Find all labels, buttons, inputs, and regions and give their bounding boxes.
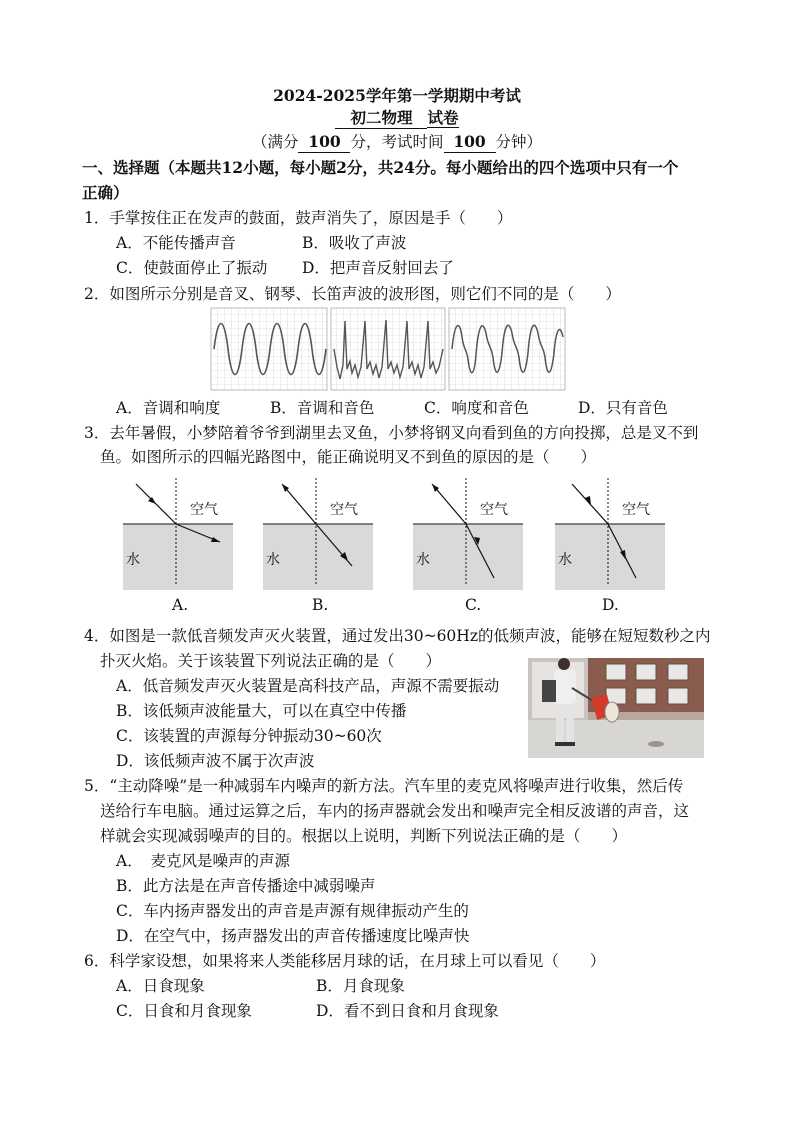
piano-waveform xyxy=(331,308,445,390)
paper-word: 试卷 xyxy=(427,108,459,127)
q6-option-a: A．日食现象 xyxy=(116,977,205,995)
q1-option-d: D．把声音反射回去了 xyxy=(302,259,454,277)
q2-option-d: D．只有音色 xyxy=(578,399,668,417)
q3-stem-line1: 3．去年暑假，小梦陪着爷爷到湖里去叉鱼，小梦将钢叉向看到鱼的方向投掷，总是叉不到 xyxy=(84,424,699,442)
q3-b-water-label: 水 xyxy=(266,552,280,568)
info-mid: 分，考试时间 xyxy=(350,133,444,151)
q3-b-air-label: 空气 xyxy=(330,502,358,518)
q5-option-b: B．此方法是在声音传播途中减弱噪声 xyxy=(116,877,376,895)
q3-label-d: D. xyxy=(602,596,619,614)
q6-option-b: B．月食现象 xyxy=(316,977,405,995)
q5-stem-line3: 样就会实现减弱噪声的目的。根据以上说明，判断下列说法正确的是（ ） xyxy=(100,827,628,845)
info-close: 分钟） xyxy=(495,133,543,151)
section-heading-line2: 正确） xyxy=(82,183,129,202)
q4-option-c: C．该装置的声源每分钟振动30~60次 xyxy=(116,727,382,745)
q3-diagram-d xyxy=(550,478,668,592)
info-open: （满分 xyxy=(251,133,299,151)
q3-label-b: B. xyxy=(312,596,329,614)
q3-label-a: A. xyxy=(172,596,189,614)
flute-waveform xyxy=(449,308,565,390)
q1-stem: 1．手掌按住正在发声的鼓面，鼓声消失了，原因是手（ ） xyxy=(84,209,513,227)
q5-option-d: D．在空气中，扬声器发出的声音传播速度比噪声快 xyxy=(116,927,470,945)
subject-name: 初二物理 xyxy=(335,108,427,129)
sonic-extinguisher-photo xyxy=(528,658,704,758)
q3-diagram-c xyxy=(408,478,526,592)
q1-option-c: C．使鼓面停止了振动 xyxy=(116,259,268,277)
q4-option-d: D．该低频声波不属于次声波 xyxy=(116,752,315,770)
q2-option-c: C．响度和音色 xyxy=(424,399,529,417)
q3-c-water-label: 水 xyxy=(416,552,430,568)
q3-stem-line2: 鱼。如图所示的四幅光路图中，能正确说明叉不到鱼的原因的是（ ） xyxy=(100,448,597,466)
q2-option-b: B．音调和音色 xyxy=(270,399,375,417)
exam-time: 100 xyxy=(444,132,496,153)
q6-stem: 6．科学家设想，如果将来人类能移居月球的话，在月球上可以看见（ ） xyxy=(84,952,606,970)
q2-option-a: A．音调和响度 xyxy=(116,399,221,417)
q4-option-a: A．低音频发声灭火装置是高科技产品，声源不需要振动 xyxy=(116,677,500,695)
q4-option-b: B．该低频声波能量大，可以在真空中传播 xyxy=(116,702,407,720)
q5-option-c: C．车内扬声器发出的声音是声源有规律振动产生的 xyxy=(116,902,469,920)
subject-line xyxy=(0,108,794,129)
q1-option-b: B．吸收了声波 xyxy=(302,234,407,252)
q3-a-water-label: 水 xyxy=(126,552,140,568)
full-score: 100 xyxy=(298,132,350,153)
q3-diagram-b xyxy=(258,478,376,592)
exam-title: 2024-2025学年第一学期期中考试 xyxy=(273,86,521,105)
q3-d-air-label: 空气 xyxy=(622,502,650,518)
q3-a-air-label: 空气 xyxy=(190,502,218,518)
section-heading-line1: 一、选择题（本题共12小题，每小题2分，共24分。每小题给出的四个选项中只有一个 xyxy=(82,158,679,177)
q5-stem-line1: 5．“主动降噪”是一种减弱车内噪声的新方法。汽车里的麦克风将噪声进行收集，然后传 xyxy=(84,777,684,795)
q3-diagram-a xyxy=(118,478,236,592)
q6-option-d: D．看不到日食和月食现象 xyxy=(316,1002,499,1020)
q3-d-water-label: 水 xyxy=(558,552,572,568)
exam-info xyxy=(0,132,794,153)
q5-option-a: A． 麦克风是噪声的声源 xyxy=(116,852,290,870)
q2-stem: 2．如图所示分别是音叉、钢琴、长笛声波的波形图，则它们不同的是（ ） xyxy=(84,285,621,303)
q1-option-a: A．不能传播声音 xyxy=(116,234,236,252)
q4-stem-line2: 扑灭火焰。关于该装置下列说法正确的是（ ） xyxy=(100,652,442,670)
q2-waveform-figure xyxy=(210,307,566,391)
q3-label-c: C. xyxy=(465,596,482,614)
q6-option-c: C．日食和月食现象 xyxy=(116,1002,252,1020)
tuning-fork-waveform xyxy=(211,308,327,390)
q5-stem-line2: 送给行车电脑。通过运算之后，车内的扬声器就会发出和噪声完全相反波谱的声音，这 xyxy=(100,802,690,820)
q3-c-air-label: 空气 xyxy=(480,502,508,518)
q4-stem-line1: 4．如图是一款低音频发声灭火装置，通过发出30~60Hz的低频声波，能够在短短数秒之内 xyxy=(84,627,711,645)
